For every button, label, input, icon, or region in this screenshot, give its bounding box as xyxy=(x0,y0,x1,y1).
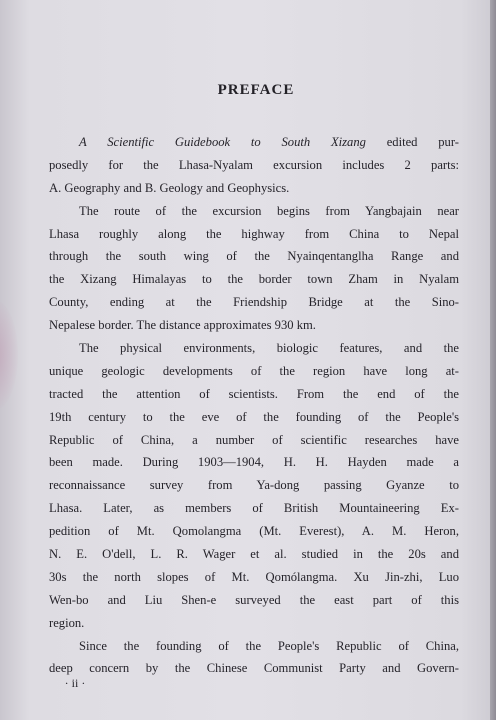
book-title-italic: A Scientific Guidebook to South Xizang xyxy=(79,135,366,149)
page-title: PREFACE xyxy=(217,82,295,98)
text-line: Republic of China, a number of scientific researches have xyxy=(49,432,459,447)
text-segment: edited pur- xyxy=(365,135,459,149)
text-line: tracted the attention of scientists. From the end of the xyxy=(49,386,459,401)
thumb-shadow xyxy=(0,300,18,410)
text-line: 30s the north slopes of Mt. Qomólangma. Xu Jin-zhi, Luo xyxy=(49,569,459,584)
text-line: County, ending at the Friendship Bridge at the Sino- xyxy=(49,295,459,310)
text-line xyxy=(49,131,459,154)
text-line: pedition of Mt. Qomolangma (Mt. Everest), A. M. Heron, xyxy=(49,524,459,539)
page-number: · ii · xyxy=(64,676,86,690)
text-line: reconnaissance survey from Ya-dong passing Gyanze to xyxy=(49,478,459,493)
page-edge xyxy=(490,0,496,720)
text-line: through the south wing of the Nyainqentanglha Range and xyxy=(49,249,459,264)
preface-body xyxy=(49,131,459,680)
text-line: Lhasa. Later, as members of British Mountaineering Ex- xyxy=(49,501,459,516)
text-line: Nepalese border. The distance approximates 930 km. xyxy=(49,318,316,333)
text-line: The route of the excursion begins from Yangbajain near xyxy=(79,203,459,218)
text-line: unique geologic developments of the region have long at- xyxy=(49,363,459,378)
text-line: Since the founding of the People's Republic of China, xyxy=(79,638,459,653)
text-line: region. xyxy=(49,615,85,630)
text-line: 19th century to the eve of the founding of the People's xyxy=(49,409,459,424)
text-line: Wen-bo and Liu Shen-e surveyed the east part of this xyxy=(49,592,459,607)
text-line: The physical environments, biologic features, and the xyxy=(79,341,459,356)
text-line: deep concern by the Chinese Communist Party and Govern- xyxy=(49,661,459,676)
text-line: the Xizang Himalayas to the border town Zham in Nyalam xyxy=(49,272,459,287)
text-line: posedly for the Lhasa-Nyalam excursion includes 2 parts: xyxy=(49,157,459,172)
text-line: Lhasa roughly along the highway from China to Nepal xyxy=(49,226,459,241)
text-line: N. E. O'dell, L. R. Wager et al. studied in the 20s and xyxy=(49,547,459,562)
text-line: been made. During 1903—1904, H. H. Hayden made a xyxy=(49,455,459,470)
text-line: A. Geography and B. Geology and Geophysics. xyxy=(49,180,290,195)
